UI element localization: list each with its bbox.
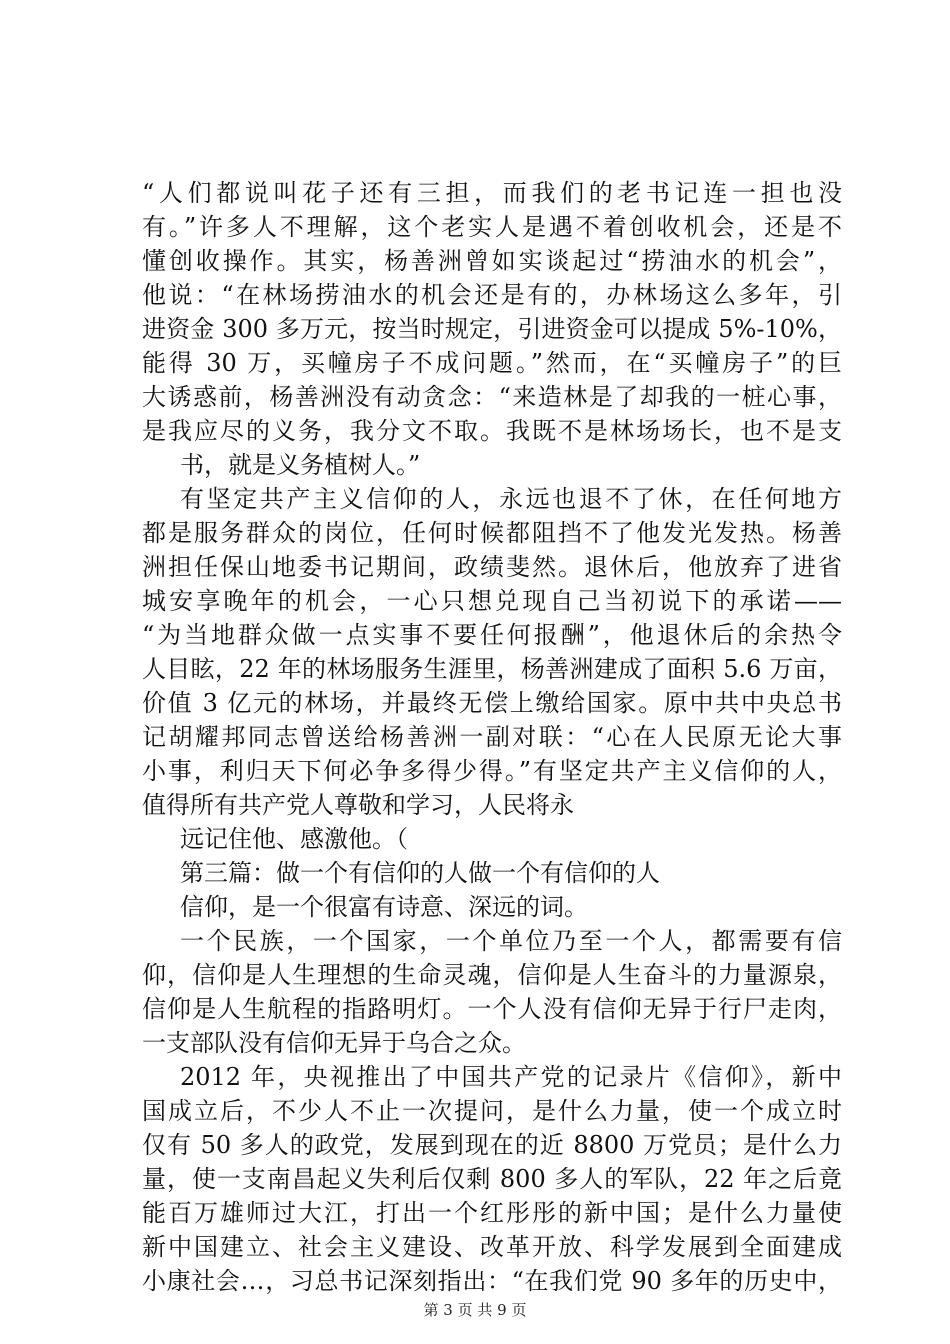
text-line: 价值 3 亿元的林场，并最终无偿上缴给国家。原中共中央总书: [142, 689, 842, 717]
text-line: 量，使一支南昌起义失利后仅剩 800 多人的军队，22 年之后竟: [142, 1165, 842, 1193]
text-line: 能得 30 万，买幢房子不成问题。”然而，在“买幢房子”的巨: [142, 349, 842, 377]
text-line: 书，就是义务植树人。”: [180, 451, 421, 479]
text-line: 能百万雄师过大江，打出一个红彤彤的新中国；是什么力量使: [142, 1199, 842, 1227]
text-line: “为当地群众做一点实事不要任何报酬”，他退休后的余热令: [142, 621, 842, 649]
text-line: 新中国建立、社会主义建设、改革开放、科学发展到全面建成: [142, 1233, 842, 1261]
text-line: 仅有 50 多人的政党，发展到现在的近 8800 万党员；是什么力: [142, 1131, 842, 1159]
paragraph-start: 信仰，是一个很富有诗意、深远的词。: [180, 893, 588, 921]
text-line: 小事，利归天下何必争多得少得。”有坚定共产主义信仰的人，: [142, 757, 842, 785]
text-line: “人们都说叫花子还有三担，而我们的老书记连一担也没: [142, 179, 842, 207]
text-line: 记胡耀邦同志曾送给杨善洲一副对联：“心在人民原无论大事: [142, 723, 842, 751]
text-line: 有。”许多人不理解，这个老实人是遇不着创收机会，还是不: [142, 213, 842, 241]
paragraph-start: 2012 年，央视推出了中国共产党的记录片《信仰》，新中: [180, 1063, 842, 1091]
text-line: 洲担任保山地委书记期间，政绩斐然。退休后，他放弃了进省: [142, 553, 842, 581]
text-line: 一支部队没有信仰无异于乌合之众。: [142, 1029, 526, 1057]
text-line: 值得所有共产党人尊敬和学习，人民将永: [142, 791, 574, 819]
text-line: 城安享晚年的机会，一心只想兑现自己当初说下的承诺——: [142, 587, 842, 615]
text-line: 远记住他、感激他。（: [180, 825, 408, 853]
text-line: 他说：“在林场捞油水的机会还是有的，办林场这么多年，引: [142, 281, 842, 309]
text-line: 人目眩，22 年的林场服务生涯里，杨善洲建成了面积 5.6 万亩，: [142, 655, 842, 683]
text-line: 懂创收操作。其实，杨善洲曾如实谈起过“捞油水的机会”，: [142, 247, 842, 275]
text-line: 仰，信仰是人生理想的生命灵魂，信仰是人生奋斗的力量源泉，: [142, 961, 842, 989]
text-line: 都是服务群众的岗位，任何时候都阻挡不了他发光发热。杨善: [142, 519, 842, 547]
paragraph-start: 一个民族，一个国家，一个单位乃至一个人，都需要有信: [180, 927, 842, 955]
text-line: 大诱惑前，杨善洲没有动贪念：“来造林是了却我的一桩心事，: [142, 383, 842, 411]
text-line: 是我应尽的义务，我分文不取。我既不是林场场长，也不是支: [142, 417, 842, 445]
text-line: 小康社会…，习总书记深刻指出：“在我们党 90 多年的历史中，: [142, 1267, 842, 1295]
text-line: 国成立后，不少人不止一次提问，是什么力量，使一个成立时: [142, 1097, 842, 1125]
text-line: 信仰是人生航程的指路明灯。一个人没有信仰无异于行尸走肉，: [142, 995, 842, 1023]
text-line: 进资金 300 多万元，按当时规定，引进资金可以提成 5%-10%，: [142, 315, 842, 343]
body-text: [142, 176, 842, 1298]
page-number-footer: 第 3 页 共 9 页: [423, 1301, 527, 1319]
section-heading: 第三篇：做一个有信仰的人做一个有信仰的人: [180, 859, 660, 887]
paragraph-start: 有坚定共产主义信仰的人，永远也退不了休，在任何地方: [180, 485, 842, 513]
